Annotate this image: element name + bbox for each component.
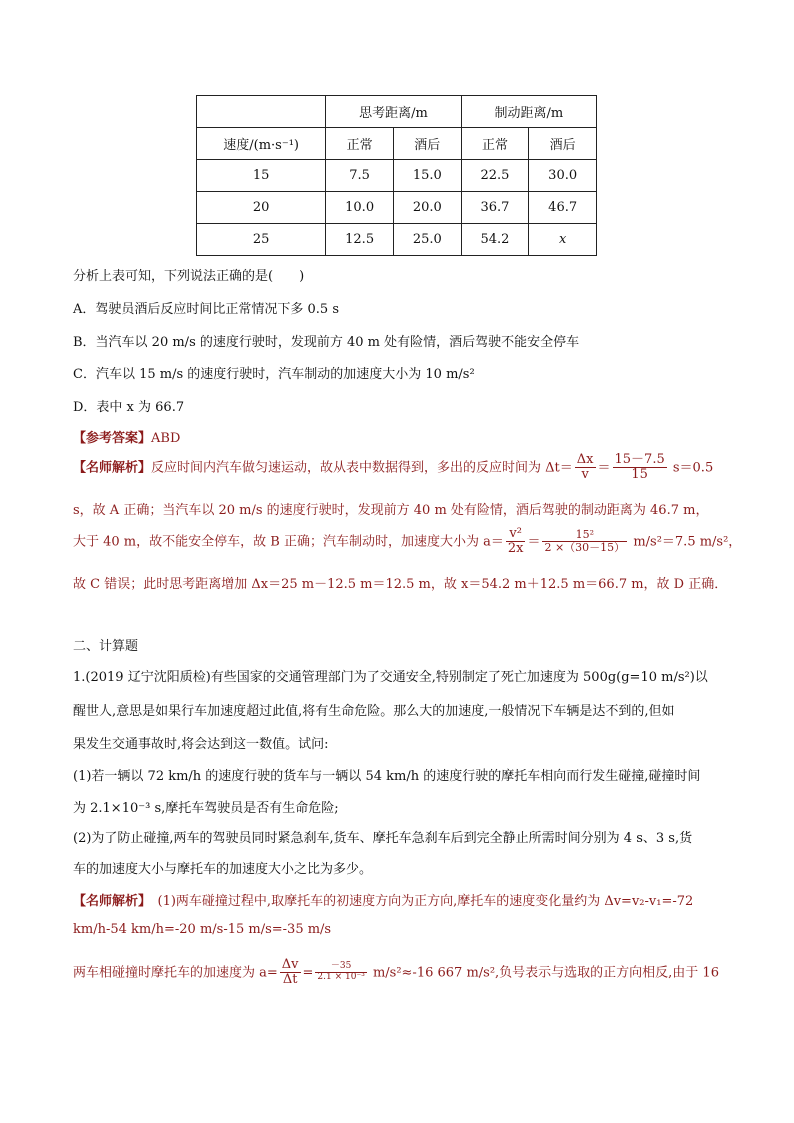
analysis-label: 【名师解析】 — [73, 894, 145, 909]
fraction — [315, 962, 366, 983]
analysis-text: 大于 40 m，故不能安全停车，故 B 正确；汽车制动时，加速度大小为 a＝ — [73, 534, 504, 550]
problem-line: 醒世人,意思是如果行车加速度超过此值,将有生命危险。那么大的加速度,一般情况下车辆是达不到的,但如 — [73, 704, 675, 719]
option-d: D．表中 x 为 66.7 — [73, 400, 185, 415]
problem-line: 为 2.1×10⁻³ s,摩托车驾驶员是否有生命危险; — [73, 801, 339, 816]
table-cell: 7.5 — [326, 160, 394, 192]
fraction-numerator: －35 — [315, 962, 366, 973]
table-cell: 30.0 — [529, 160, 597, 192]
analysis-line: 故 C 错误；此时思考距离增加 Δx＝25 m－12.5 m＝12.5 m，故 x＝54.2 m＋12.5 m＝66.7 m，故 D 正确． — [73, 577, 728, 592]
table-cell: 20 — [197, 192, 326, 224]
analysis-line — [73, 958, 719, 988]
problem-line: (1)若一辆以 72 km/h 的速度行驶的货车与一辆以 54 km/h 的速度行驶的摩托车相向而行发生碰撞,碰撞时间 — [73, 769, 701, 784]
problem-line: (2)为了防止碰撞,两车的驾驶员同时紧急刹车,货车、摩托车急刹车后到完全静止所需时间分别为 4 s、3 s,货 — [73, 831, 693, 846]
option-a: A．驾驶员酒后反应时间比正常情况下多 0.5 s — [73, 302, 339, 317]
problem-line: 1.(2019 辽宁沈阳质检)有些国家的交通管理部门为了交通安全,特别制定了死亡加速度为 500g(g=10 m/s²)以 — [73, 670, 708, 685]
fraction-numerator: 15－7.5 — [614, 452, 665, 467]
analysis-line — [73, 453, 713, 483]
table-row — [197, 224, 597, 256]
table-subheader: 酒后 — [393, 128, 461, 160]
data-table — [196, 95, 597, 256]
section-title: 二、计算题 — [73, 639, 139, 654]
answer-label: 【参考答案】 — [73, 431, 152, 446]
analysis-line: s，故 A 正确；当汽车以 20 m/s 的速度行驶时，发现前方 40 m 处有险情，酒后驾驶的制动距离为 46.7 m， — [73, 503, 709, 518]
analysis-line — [73, 890, 693, 909]
analysis-line — [73, 527, 741, 557]
fraction-denominator: 2x — [507, 541, 524, 557]
table-row — [197, 192, 597, 224]
answer-value: ABD — [151, 431, 181, 446]
table-cell: x — [529, 224, 597, 256]
analysis-text: m/s²＝7.5 m/s²， — [629, 534, 742, 550]
fraction — [506, 527, 526, 557]
table-cell: 54.2 — [461, 224, 529, 256]
equals: = — [302, 965, 314, 981]
table-cell: 25 — [197, 224, 326, 256]
table-subheader: 酒后 — [529, 128, 597, 160]
fraction-denominator: 2.1 × 10⁻³ — [317, 972, 365, 983]
fraction-denominator: 15 — [631, 467, 648, 483]
reference-answer — [73, 427, 180, 446]
fraction-numerator: 15² — [542, 529, 627, 542]
problem-line: 果发生交通事故时,将会达到这一数值。试问: — [73, 737, 329, 752]
table-group-header: 制动距离/m — [461, 96, 596, 128]
table-cell: 15 — [197, 160, 326, 192]
table-subheader: 正常 — [326, 128, 394, 160]
analysis-text: 两车相碰撞时摩托车的加速度为 a= — [73, 965, 278, 981]
table-corner-cell — [197, 96, 326, 128]
table-cell: 46.7 — [529, 192, 597, 224]
fraction — [575, 453, 596, 483]
fraction-numerator: Δx — [576, 452, 594, 467]
table-cell: 22.5 — [461, 160, 529, 192]
table-subheader: 正常 — [461, 128, 529, 160]
analysis-line: km/h-54 km/h=-20 m/s-15 m/s=-35 m/s — [73, 922, 332, 937]
table-cell: 20.0 — [393, 192, 461, 224]
equals: ＝ — [597, 460, 611, 476]
option-b: B．当汽车以 20 m/s 的速度行驶时，发现前方 40 m 处有险情，酒后驾驶不能安全停车 — [73, 335, 580, 350]
fraction-numerator: Δv — [281, 957, 299, 972]
problem-line: 车的加速度大小与摩托车的加速度大小之比为多少。 — [73, 862, 373, 877]
analysis-text: (1)两车碰撞过程中,取摩托车的初速度方向为正方向,摩托车的速度变化量约为 Δv=v₂-v₁=-72 — [144, 894, 694, 909]
fraction-denominator: 2 ×（30－15） — [544, 541, 626, 555]
equals: ＝ — [527, 534, 541, 550]
analysis-label: 【名师解析】 — [73, 460, 152, 476]
fraction — [613, 453, 667, 483]
table-group-header: 思考距离/m — [326, 96, 461, 128]
fraction — [280, 958, 301, 988]
fraction — [542, 529, 627, 554]
table-speed-header: 速度/(m·s⁻¹) — [197, 128, 326, 160]
table-cell: 25.0 — [393, 224, 461, 256]
fraction-denominator: v — [581, 467, 589, 483]
table-cell: 12.5 — [326, 224, 394, 256]
option-c: C．汽车以 15 m/s 的速度行驶时，汽车制动的加速度大小为 10 m/s² — [73, 367, 475, 382]
analysis-text: m/s²≈-16 667 m/s²,负号表示与选取的正方向相反,由于 16 — [368, 965, 719, 981]
table-cell: 10.0 — [326, 192, 394, 224]
table-header-row — [197, 96, 597, 128]
table-row — [197, 160, 597, 192]
fraction-denominator: Δt — [282, 972, 298, 988]
table-subheader-row — [197, 128, 597, 160]
question-stem: 分析上表可知，下列说法正确的是( ) — [73, 269, 305, 284]
analysis-text: s＝0.5 — [668, 460, 714, 476]
fraction-numerator: v² — [506, 527, 526, 542]
table-cell: 15.0 — [393, 160, 461, 192]
table-cell: 36.7 — [461, 192, 529, 224]
analysis-text: 反应时间内汽车做匀速运动，故从表中数据得到，多出的反应时间为 Δt＝ — [151, 460, 573, 476]
